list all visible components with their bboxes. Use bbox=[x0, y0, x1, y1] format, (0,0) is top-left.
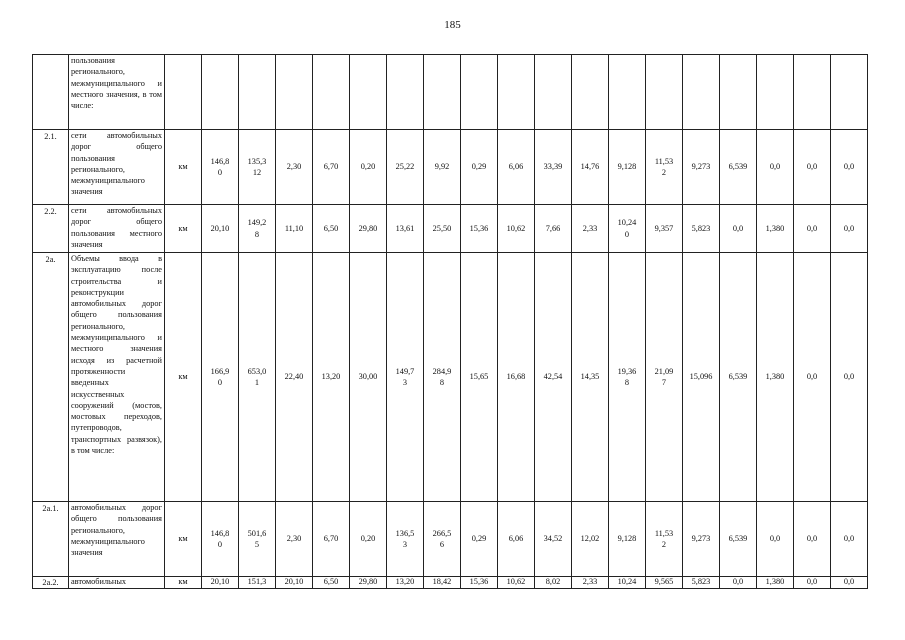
value-cell: 284,9 8 bbox=[424, 253, 461, 502]
value-cell bbox=[313, 55, 350, 130]
value-cell: 0,20 bbox=[350, 130, 387, 205]
value-cell: 0,29 bbox=[461, 130, 498, 205]
value-cell: 0,20 bbox=[350, 502, 387, 577]
value-cell: 166,9 0 bbox=[202, 253, 239, 502]
value-cell: 146,8 0 bbox=[202, 130, 239, 205]
value-cell: 9,128 bbox=[609, 130, 646, 205]
row-description-cell: пользования регионального, межмуниципального и местного значения, в том числе: bbox=[69, 55, 165, 130]
value-cell: 6,50 bbox=[313, 577, 350, 589]
value-cell: 12,02 bbox=[572, 502, 609, 577]
value-cell: 16,68 bbox=[498, 253, 535, 502]
row-number-cell: 2а. bbox=[33, 253, 69, 502]
value-cell: 6,70 bbox=[313, 130, 350, 205]
row-number-cell: 2.1. bbox=[33, 130, 69, 205]
table-row bbox=[33, 130, 868, 205]
value-cell: 15,65 bbox=[461, 253, 498, 502]
value-cell bbox=[535, 55, 572, 130]
value-cell: 151,3 bbox=[239, 577, 276, 589]
table-row bbox=[33, 55, 868, 130]
value-cell: 9,565 bbox=[646, 577, 683, 589]
value-cell: 0,0 bbox=[794, 130, 831, 205]
value-cell: 11,10 bbox=[276, 205, 313, 253]
table-row bbox=[33, 205, 868, 253]
value-cell: 2,30 bbox=[276, 502, 313, 577]
unit-cell: км bbox=[165, 130, 202, 205]
value-cell: 9,357 bbox=[646, 205, 683, 253]
value-cell: 6,539 bbox=[720, 130, 757, 205]
value-cell: 0,0 bbox=[831, 502, 868, 577]
value-cell: 18,42 bbox=[424, 577, 461, 589]
value-cell: 7,66 bbox=[535, 205, 572, 253]
table-row bbox=[33, 502, 868, 577]
value-cell: 33,39 bbox=[535, 130, 572, 205]
value-cell: 11,53 2 bbox=[646, 130, 683, 205]
value-cell: 29,80 bbox=[350, 577, 387, 589]
value-cell: 0,0 bbox=[720, 577, 757, 589]
value-cell bbox=[498, 55, 535, 130]
value-cell: 6,539 bbox=[720, 253, 757, 502]
value-cell: 11,53 2 bbox=[646, 502, 683, 577]
value-cell: 13,20 bbox=[387, 577, 424, 589]
value-cell bbox=[794, 55, 831, 130]
value-cell: 22,40 bbox=[276, 253, 313, 502]
value-cell: 8,02 bbox=[535, 577, 572, 589]
row-description-cell: Объемы ввода в эксплуатацию после строительства и реконструкции автомобильных дорог общего пользования регионального, межмуниципального и местного значения исходя из расчетной протяженности введенных искусственных сооружений (мостов, мостовых переходов, путепроводов, транспортных развязок), в том числе: bbox=[69, 253, 165, 502]
value-cell: 10,62 bbox=[498, 205, 535, 253]
row-number-cell bbox=[33, 55, 69, 130]
value-cell: 15,36 bbox=[461, 577, 498, 589]
value-cell bbox=[387, 55, 424, 130]
value-cell: 1,380 bbox=[757, 577, 794, 589]
value-cell: 30,00 bbox=[350, 253, 387, 502]
value-cell: 13,20 bbox=[313, 253, 350, 502]
value-cell: 20,10 bbox=[202, 577, 239, 589]
page-number: 185 bbox=[444, 19, 461, 31]
row-description-cell: автомобильных дорог общего пользования регионального, межмуниципального значения bbox=[69, 502, 165, 577]
value-cell: 0,0 bbox=[757, 130, 794, 205]
value-cell: 6,70 bbox=[313, 502, 350, 577]
value-cell: 5,823 bbox=[683, 205, 720, 253]
value-cell: 0,29 bbox=[461, 502, 498, 577]
row-description-cell: сети автомобильных дорог общего пользования местного значения bbox=[69, 205, 165, 253]
value-cell: 653,0 1 bbox=[239, 253, 276, 502]
value-cell: 0,0 bbox=[794, 205, 831, 253]
value-cell: 0,0 bbox=[720, 205, 757, 253]
row-number-cell: 2а.1. bbox=[33, 502, 69, 577]
value-cell bbox=[239, 55, 276, 130]
value-cell: 9,128 bbox=[609, 502, 646, 577]
value-cell: 135,3 12 bbox=[239, 130, 276, 205]
table-row bbox=[33, 253, 868, 502]
value-cell: 0,0 bbox=[831, 130, 868, 205]
value-cell: 29,80 bbox=[350, 205, 387, 253]
value-cell: 2,33 bbox=[572, 577, 609, 589]
value-cell: 146,8 0 bbox=[202, 502, 239, 577]
value-cell: 0,0 bbox=[831, 577, 868, 589]
data-table bbox=[32, 54, 868, 589]
value-cell: 136,5 3 bbox=[387, 502, 424, 577]
value-cell: 13,61 bbox=[387, 205, 424, 253]
value-cell bbox=[202, 55, 239, 130]
value-cell: 14,76 bbox=[572, 130, 609, 205]
value-cell: 149,7 3 bbox=[387, 253, 424, 502]
value-cell: 6,06 bbox=[498, 502, 535, 577]
value-cell bbox=[720, 55, 757, 130]
value-cell: 2,30 bbox=[276, 130, 313, 205]
value-cell: 21,09 7 bbox=[646, 253, 683, 502]
value-cell: 20,10 bbox=[276, 577, 313, 589]
table-row bbox=[33, 577, 868, 589]
value-cell: 6,50 bbox=[313, 205, 350, 253]
value-cell: 149,2 8 bbox=[239, 205, 276, 253]
value-cell: 0,0 bbox=[794, 577, 831, 589]
value-cell: 6,539 bbox=[720, 502, 757, 577]
value-cell: 0,0 bbox=[794, 253, 831, 502]
value-cell bbox=[831, 55, 868, 130]
row-description-cell: сети автомобильных дорог общего пользования регионального, межмуниципального значения bbox=[69, 130, 165, 205]
row-number-cell: 2а.2. bbox=[33, 577, 69, 589]
value-cell: 10,24 0 bbox=[609, 205, 646, 253]
value-cell: 266,5 6 bbox=[424, 502, 461, 577]
value-cell: 9,273 bbox=[683, 130, 720, 205]
row-description-cell: автомобильных bbox=[69, 577, 165, 589]
value-cell: 0,0 bbox=[794, 502, 831, 577]
value-cell: 14,35 bbox=[572, 253, 609, 502]
unit-cell: км bbox=[165, 502, 202, 577]
value-cell: 9,92 bbox=[424, 130, 461, 205]
value-cell: 1,380 bbox=[757, 253, 794, 502]
value-cell: 15,36 bbox=[461, 205, 498, 253]
value-cell bbox=[609, 55, 646, 130]
value-cell: 501,6 5 bbox=[239, 502, 276, 577]
unit-cell bbox=[165, 55, 202, 130]
value-cell: 25,22 bbox=[387, 130, 424, 205]
value-cell: 0,0 bbox=[831, 253, 868, 502]
value-cell: 19,36 8 bbox=[609, 253, 646, 502]
value-cell: 6,06 bbox=[498, 130, 535, 205]
value-cell: 0,0 bbox=[831, 205, 868, 253]
value-cell: 1,380 bbox=[757, 205, 794, 253]
value-cell: 5,823 bbox=[683, 577, 720, 589]
value-cell: 42,54 bbox=[535, 253, 572, 502]
value-cell: 10,24 bbox=[609, 577, 646, 589]
row-number-cell: 2.2. bbox=[33, 205, 69, 253]
value-cell bbox=[350, 55, 387, 130]
value-cell: 2,33 bbox=[572, 205, 609, 253]
value-cell: 34,52 bbox=[535, 502, 572, 577]
value-cell bbox=[276, 55, 313, 130]
value-cell bbox=[757, 55, 794, 130]
value-cell: 25,50 bbox=[424, 205, 461, 253]
value-cell: 10,62 bbox=[498, 577, 535, 589]
unit-cell: км bbox=[165, 205, 202, 253]
value-cell bbox=[572, 55, 609, 130]
unit-cell: км bbox=[165, 577, 202, 589]
unit-cell: км bbox=[165, 253, 202, 502]
value-cell: 0,0 bbox=[757, 502, 794, 577]
value-cell: 9,273 bbox=[683, 502, 720, 577]
value-cell bbox=[461, 55, 498, 130]
value-cell bbox=[424, 55, 461, 130]
value-cell bbox=[683, 55, 720, 130]
value-cell: 20,10 bbox=[202, 205, 239, 253]
value-cell bbox=[646, 55, 683, 130]
value-cell: 15,096 bbox=[683, 253, 720, 502]
